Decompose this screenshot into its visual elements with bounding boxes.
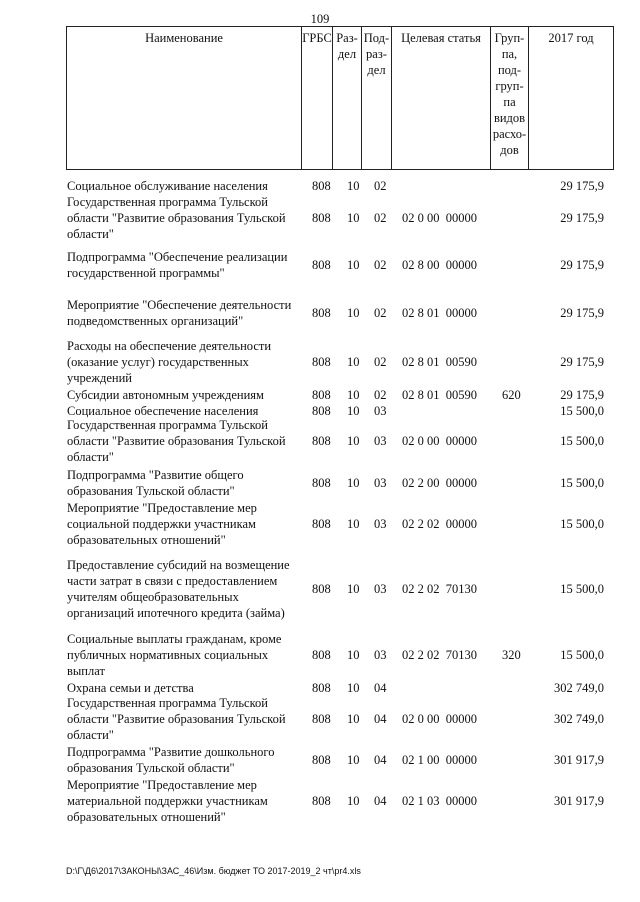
row-razdel: 10 xyxy=(347,179,360,193)
row-grbs: 808 xyxy=(312,681,331,695)
header-gruppa: Груп- па, под- груп- па видов расхо- дов xyxy=(491,27,529,169)
row-name: Мероприятие "Предоставление мер материальной поддержки участникам образовательных отношений" xyxy=(67,778,268,824)
row-tselevaya: 02 8 01 00590 xyxy=(402,388,477,402)
row-podrazdel: 04 xyxy=(374,753,387,767)
row-name: Предоставление субсидий на возмещение части затрат в связи с предоставлением учителям общеобразовательных организаций ипотечного кредита (займа) xyxy=(67,558,290,620)
row-name: Социальное обслуживание населения xyxy=(67,179,268,193)
row-tselevaya: 02 2 02 70130 xyxy=(402,648,477,662)
row-sum: 15 500,0 xyxy=(560,648,604,662)
page-number: 109 xyxy=(310,12,330,26)
row-podrazdel: 03 xyxy=(374,648,387,662)
row-sum: 29 175,9 xyxy=(560,306,604,320)
row-sum: 302 749,0 xyxy=(554,681,604,695)
row-tselevaya: 02 2 02 70130 xyxy=(402,582,477,596)
row-grbs: 808 xyxy=(312,404,331,418)
row-sum: 15 500,0 xyxy=(560,434,604,448)
row-grbs: 808 xyxy=(312,648,331,662)
row-podrazdel: 02 xyxy=(374,355,387,369)
row-grbs: 808 xyxy=(312,258,331,272)
row-grbs: 808 xyxy=(312,434,331,448)
row-name: Подпрограмма "Развитие общего образования Тульской области" xyxy=(67,468,244,498)
row-name: Государственная программа Тульской области "Развитие образования Тульской области" xyxy=(67,696,286,742)
file-path-footer: D:\Г\Д6\2017\ЗАКОНЫ\ЗАС_46\Изм. бюджет ТО 2017-2019_2 чт\pr4.xls xyxy=(66,866,361,876)
row-grbs: 808 xyxy=(312,211,331,225)
row-name: Мероприятие "Предоставление мер социальной поддержки участникам образовательных отношений" xyxy=(67,501,257,547)
row-grbs: 808 xyxy=(312,306,331,320)
row-sum: 29 175,9 xyxy=(560,355,604,369)
row-razdel: 10 xyxy=(347,517,360,531)
row-razdel: 10 xyxy=(347,306,360,320)
row-sum: 302 749,0 xyxy=(554,712,604,726)
header-year: 2017 год xyxy=(548,31,594,45)
row-razdel: 10 xyxy=(347,355,360,369)
header-razdel: Раз- дел xyxy=(333,27,362,169)
row-razdel: 10 xyxy=(347,476,360,490)
row-sum: 301 917,9 xyxy=(554,753,604,767)
row-sum: 15 500,0 xyxy=(560,517,604,531)
row-name: Расходы на обеспечение деятельности (оказание услуг) государственных учреждений xyxy=(67,339,272,385)
row-grbs: 808 xyxy=(312,753,331,767)
row-name: Охрана семьи и детства xyxy=(67,681,194,695)
row-sum: 15 500,0 xyxy=(560,404,604,418)
row-razdel: 10 xyxy=(347,681,360,695)
row-razdel: 10 xyxy=(347,388,360,402)
row-podrazdel: 02 xyxy=(374,179,387,193)
row-sum: 29 175,9 xyxy=(560,258,604,272)
row-podrazdel: 04 xyxy=(374,681,387,695)
row-name: Государственная программа Тульской области "Развитие образования Тульской области" xyxy=(67,418,286,464)
row-razdel: 10 xyxy=(347,648,360,662)
header-grbs: ГРБС xyxy=(302,27,333,169)
row-podrazdel: 02 xyxy=(374,388,387,402)
row-sum: 301 917,9 xyxy=(554,794,604,808)
row-razdel: 10 xyxy=(347,404,360,418)
row-tselevaya: 02 8 00 00000 xyxy=(402,258,477,272)
row-grbs: 808 xyxy=(312,179,331,193)
row-sum: 29 175,9 xyxy=(560,388,604,402)
row-podrazdel: 03 xyxy=(374,582,387,596)
row-vid: 320 xyxy=(502,648,521,662)
table-header xyxy=(66,26,614,170)
row-tselevaya: 02 0 00 00000 xyxy=(402,211,477,225)
row-tselevaya: 02 2 00 00000 xyxy=(402,476,477,490)
row-tselevaya: 02 0 00 00000 xyxy=(402,712,477,726)
row-tselevaya: 02 1 03 00000 xyxy=(402,794,477,808)
row-tselevaya: 02 8 01 00590 xyxy=(402,355,477,369)
row-razdel: 10 xyxy=(347,753,360,767)
row-grbs: 808 xyxy=(312,388,331,402)
row-razdel: 10 xyxy=(347,794,360,808)
row-grbs: 808 xyxy=(312,582,331,596)
row-name: Социальные выплаты гражданам, кроме публичных нормативных социальных выплат xyxy=(67,632,282,678)
row-podrazdel: 02 xyxy=(374,211,387,225)
row-grbs: 808 xyxy=(312,517,331,531)
row-sum: 29 175,9 xyxy=(560,179,604,193)
row-razdel: 10 xyxy=(347,434,360,448)
header-name: Наименование xyxy=(67,27,302,169)
row-podrazdel: 02 xyxy=(374,258,387,272)
row-name: Социальное обеспечение населения xyxy=(67,404,259,418)
row-tselevaya: 02 2 02 00000 xyxy=(402,517,477,531)
row-sum: 15 500,0 xyxy=(560,476,604,490)
header-podrazdel: Под- раз- дел xyxy=(362,27,392,169)
row-tselevaya: 02 0 00 00000 xyxy=(402,434,477,448)
row-grbs: 808 xyxy=(312,794,331,808)
row-name: Мероприятие "Обеспечение деятельности подведомственных организаций" xyxy=(67,298,292,328)
row-podrazdel: 03 xyxy=(374,476,387,490)
row-podrazdel: 02 xyxy=(374,306,387,320)
row-razdel: 10 xyxy=(347,258,360,272)
row-grbs: 808 xyxy=(312,476,331,490)
row-razdel: 10 xyxy=(347,211,360,225)
row-name: Субсидии автономным учреждениям xyxy=(67,388,264,402)
row-sum: 15 500,0 xyxy=(560,582,604,596)
row-tselevaya: 02 8 01 00000 xyxy=(402,306,477,320)
row-podrazdel: 04 xyxy=(374,794,387,808)
row-podrazdel: 04 xyxy=(374,712,387,726)
row-razdel: 10 xyxy=(347,712,360,726)
row-name: Подпрограмма "Развитие дошкольного образования Тульской области" xyxy=(67,745,275,775)
row-tselevaya: 02 1 00 00000 xyxy=(402,753,477,767)
row-podrazdel: 03 xyxy=(374,517,387,531)
row-podrazdel: 03 xyxy=(374,404,387,418)
header-tselevaya: Целевая статья xyxy=(392,27,491,169)
row-grbs: 808 xyxy=(312,355,331,369)
row-name: Подпрограмма "Обеспечение реализации государственной программы" xyxy=(67,250,288,280)
row-sum: 29 175,9 xyxy=(560,211,604,225)
row-vid: 620 xyxy=(502,388,521,402)
row-name: Государственная программа Тульской области "Развитие образования Тульской области" xyxy=(67,195,286,241)
row-razdel: 10 xyxy=(347,582,360,596)
row-grbs: 808 xyxy=(312,712,331,726)
row-podrazdel: 03 xyxy=(374,434,387,448)
